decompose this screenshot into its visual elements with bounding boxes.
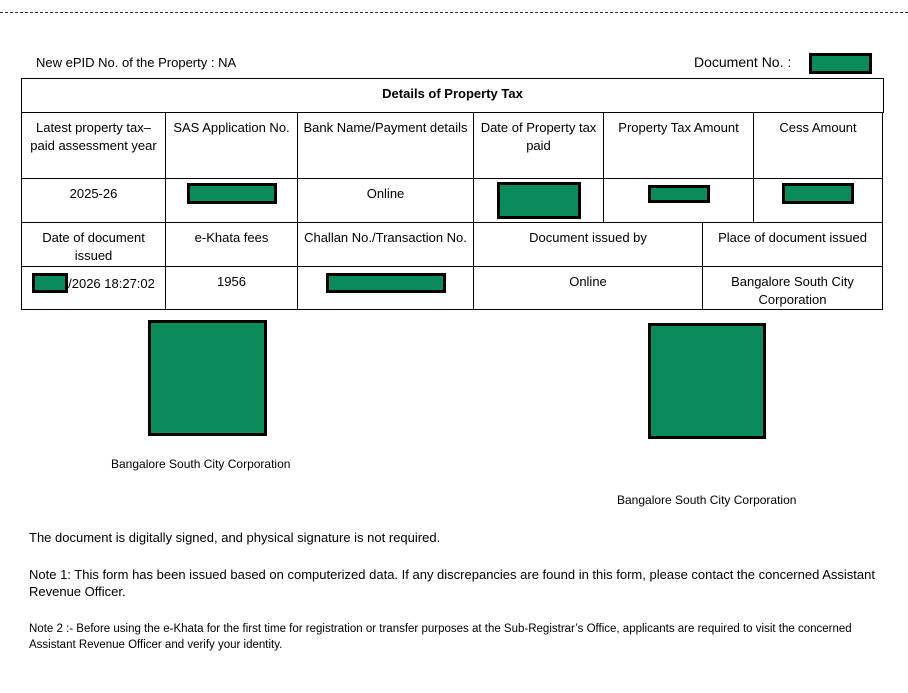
col-cess-amount: Cess Amount	[754, 113, 883, 179]
table-title: Details of Property Tax	[22, 79, 884, 113]
payment-details-value: Online	[298, 179, 474, 223]
dashed-separator	[0, 12, 908, 13]
date-issued-redaction	[32, 273, 68, 293]
col-date-tax-paid: Date of Property tax paid	[474, 113, 604, 179]
challan-no-cell	[298, 267, 474, 310]
property-tax-amount-cell	[604, 179, 754, 223]
table-row	[22, 179, 884, 223]
col-sas-application-no: SAS Application No.	[166, 113, 298, 179]
note-1: Note 1: This form has been issued based on computerized data. If any discrepancies are found in this form, please contact the concerned Assistant Revenue Officer.	[29, 567, 875, 599]
ekhata-fees-value: 1956	[166, 267, 298, 310]
table-header-row-2	[22, 223, 884, 267]
col-assessment-year: Latest property tax–paid assessment year	[22, 113, 166, 179]
challan-no-redaction	[326, 273, 446, 293]
epid-text: New ePID No. of the Property : NA	[36, 55, 237, 70]
cess-amount-cell	[754, 179, 883, 223]
note-2: Note 2 :- Before using the e-Khata for the first time for registration or transfer purposes at the Sub-Registrar’s Office, applicants are required to visit the concerned Assistant Revenue Officer and verify your identity.	[29, 623, 852, 651]
property-tax-table	[21, 78, 884, 310]
left-signature-caption: Bangalore South City Corporation	[111, 457, 291, 471]
document-no-label: Document No. :	[694, 54, 792, 70]
col-property-tax-amount: Property Tax Amount	[604, 113, 754, 179]
col-date-document-issued: Date of document issued	[22, 223, 166, 267]
right-signature-stamp	[648, 323, 766, 439]
col-challan-transaction-no: Challan No./Transaction No.	[298, 223, 474, 267]
date-tax-paid-cell	[474, 179, 604, 223]
issued-by-value: Online	[474, 267, 703, 310]
col-ekhata-fees: e-Khata fees	[166, 223, 298, 267]
right-signature-caption: Bangalore South City Corporation	[617, 493, 797, 507]
date-tax-paid-redaction	[497, 182, 581, 219]
cess-amount-redaction	[782, 183, 854, 204]
col-bank-payment-details: Bank Name/Payment details	[298, 113, 474, 179]
place-issued-value: Bangalore South City Corporation	[703, 267, 883, 310]
sas-redaction	[187, 183, 277, 204]
property-tax-amount-redaction	[648, 185, 710, 203]
date-issued-value: /2026 18:27:02	[68, 276, 155, 291]
col-place-document-issued: Place of document issued	[703, 223, 883, 267]
assessment-year-value: 2025-26	[22, 179, 166, 223]
date-issued-cell	[22, 267, 166, 310]
table-row	[22, 267, 884, 310]
sas-application-cell	[166, 179, 298, 223]
col-document-issued-by: Document issued by	[474, 223, 703, 267]
digital-sign-note: The document is digitally signed, and physical signature is not required.	[29, 530, 441, 545]
table-header-row-1	[22, 113, 884, 179]
left-signature-stamp	[148, 320, 267, 436]
document-no-redaction	[809, 53, 872, 74]
